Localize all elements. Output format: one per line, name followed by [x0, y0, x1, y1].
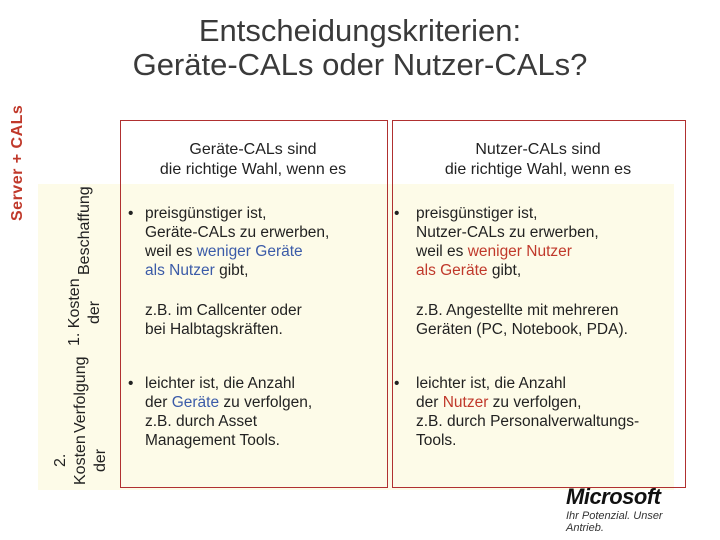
side-label-server-cals: Server + CALs	[9, 104, 26, 221]
microsoft-logo	[566, 484, 686, 534]
cell-line: Nutzer-CALs zu erwerben,	[416, 224, 599, 241]
example-line: z.B. Angestellte mit mehreren	[416, 302, 619, 319]
example-line: z.B. im Callcenter oder	[145, 302, 302, 319]
highlight-text: Nutzer	[442, 394, 489, 411]
row-label-line: Verfolgung	[72, 356, 89, 433]
header-line: die richtige Wahl, wenn es	[444, 161, 632, 178]
logo-wordmark: Microsoft	[566, 484, 661, 509]
row-label-kosten-beschaffung	[60, 186, 110, 350]
cell-line: z.B. durch Asset	[145, 413, 257, 430]
column-header-nutzer-cals	[392, 140, 684, 180]
example-line: bei Halbtagskräften.	[145, 321, 283, 338]
highlight-text: weniger Nutzer	[467, 243, 572, 260]
row-label-line: Beschaffung	[76, 186, 93, 275]
column-header-geraete-cals	[120, 140, 386, 180]
cell-line	[145, 261, 383, 280]
cell-line	[145, 242, 383, 261]
header-line: die richtige Wahl, wenn es	[159, 161, 347, 178]
cell-text: gibt,	[487, 262, 522, 279]
bullet-icon: •	[394, 205, 400, 222]
cell-line: z.B. durch Personalverwaltungs-	[416, 413, 640, 430]
title-line-1: Entscheidungskriterien:	[198, 13, 522, 48]
row-label-line: 1. Kosten der	[66, 278, 103, 347]
cell-text: zu verfolgen,	[488, 394, 582, 411]
cell-nutzer-verfolgung	[394, 374, 679, 450]
bullet-icon: •	[128, 205, 134, 222]
cell-line: Management Tools.	[145, 432, 280, 449]
cell-nutzer-beschaffung	[394, 204, 679, 339]
cell-line: preisgünstiger ist,	[145, 205, 267, 222]
row-label-line: 2. Kosten der	[52, 435, 109, 486]
title-line-2: Geräte-CALs oder Nutzer-CALs?	[132, 47, 588, 82]
cell-geraete-beschaffung	[128, 204, 383, 339]
cell-text: der	[416, 394, 443, 411]
slide-title	[0, 14, 720, 82]
cell-text: gibt,	[214, 262, 249, 279]
logo-tagline: Ihr Potenzial. Unser Antrieb.	[566, 510, 663, 534]
cell-line: preisgünstiger ist,	[416, 205, 538, 222]
cell-text: zu verfolgen,	[219, 394, 313, 411]
cell-line	[416, 261, 679, 280]
row-label-kosten-verfolgung	[52, 356, 110, 488]
highlight-text: als Nutzer	[145, 262, 215, 279]
bullet-icon: •	[128, 375, 134, 392]
cell-line: leichter ist, die Anzahl	[416, 375, 566, 392]
header-line: Geräte-CALs sind	[189, 141, 317, 158]
bullet-icon: •	[394, 375, 400, 392]
highlight-text: Geräte	[171, 394, 220, 411]
cell-line: Geräte-CALs zu erwerben,	[145, 224, 330, 241]
highlight-text: weniger Geräte	[196, 243, 303, 260]
cell-line	[416, 242, 679, 261]
cell-geraete-verfolgung	[128, 374, 383, 450]
highlight-text: als Geräte	[416, 262, 488, 279]
header-line: Nutzer-CALs sind	[475, 141, 601, 158]
cell-text: der	[145, 394, 172, 411]
example-line: Geräten (PC, Notebook, PDA).	[416, 321, 628, 338]
cell-line: leichter ist, die Anzahl	[145, 375, 295, 392]
cell-text: weil es	[416, 243, 468, 260]
cell-line	[416, 393, 679, 412]
cell-line	[145, 393, 383, 412]
cell-line: Tools.	[416, 432, 457, 449]
cell-text: weil es	[145, 243, 197, 260]
